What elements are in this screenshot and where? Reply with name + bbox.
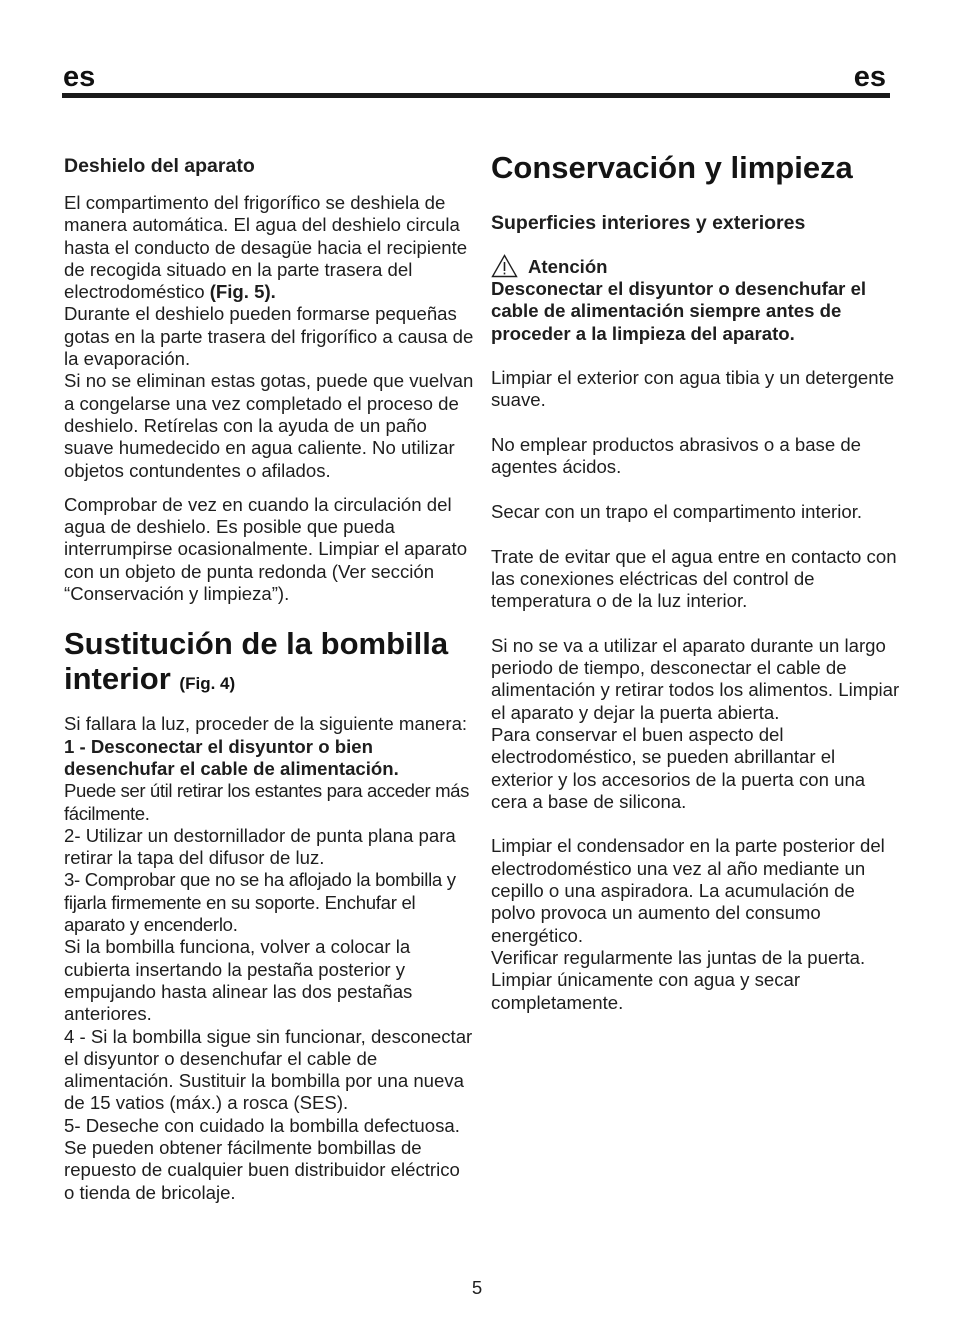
bulb-final-note: Se pueden obtener fácilmente bombillas de repuesto de cualquier buen distribuidor eléctrico o tienda de bricolaje. [64, 1136, 460, 1203]
care-paragraph-5a: Si no se va a utilizar el aparato durante un largo periodo de tiempo, desconectar el cable de alimentación y retirar todos los alimentos. Limpiar el aparato y dejar la puerta abierta. [491, 634, 900, 723]
attention-label-row [491, 254, 901, 278]
defrost-paragraph-1 [64, 192, 474, 303]
bulb-heading [64, 626, 474, 701]
right-column [491, 150, 901, 1014]
care-paragraph-1: Limpiar el exterior con agua tibia y un detergente suave. [491, 367, 895, 411]
care-paragraph-3: Secar con un trapo el compartimento interior. [491, 500, 863, 522]
attention-text: Desconectar el disyuntor o desenchufar el cable de alimentación siempre antes de proceder a la limpieza del aparato. [491, 278, 867, 344]
left-column [64, 150, 474, 1204]
page-number: 5 [471, 1277, 483, 1298]
care-paragraph-2: No emplear productos abrasivos o a base de agentes ácidos. [491, 434, 862, 478]
language-code-left: es [63, 61, 96, 93]
care-paragraph-4: Trate de evitar que el agua entre en contacto con las conexiones eléctricas del control de temperatura o de la luz interior. [491, 545, 897, 612]
bulb-step-1: 1 - Desconectar el disyuntor o bien desenchufar el cable de alimentación. [64, 735, 399, 779]
bulb-step-1-note: Puede ser útil retirar los estantes para acceder más fácilmente. [64, 780, 469, 824]
care-paragraph-6b: Verificar regularmente las juntas de la puerta. [491, 946, 866, 968]
language-code-right: es [853, 61, 886, 93]
care-paragraph-6a: Limpiar el condensador en la parte posterior del electrodoméstico una vez al año mediante un cepillo o una aspiradora. La acumulación de polvo provoca un aumento del consumo energético. [491, 835, 885, 946]
defrost-text: El compartimento del frigorífico se deshiela de manera automática. El agua del deshielo circula hasta el conducto de desagüe hacia el recipiente de recogida situado en la parte trasera del electrodoméstico [64, 192, 468, 303]
bulb-heading-figure-ref: (Fig. 4) [179, 674, 236, 694]
bulb-intro: Si fallara la luz, proceder de la siguiente manera: [64, 713, 468, 735]
care-paragraph-5b: Para conservar el buen aspecto del electrodoméstico, se pueden abrillantar el exterior y los accesorios de la puerta con una cera a base de silicona. [491, 723, 866, 812]
bulb-step-3: 3- Comprobar que no se ha aflojado la bombilla y fijarla firmemente en su soporte. Enchufar el aparato y encenderlo. [64, 869, 456, 936]
bulb-step-4: 4 - Si la bombilla sigue sin funcionar, desconectar el disyuntor o desenchufar el cable de alimentación. Sustituir la bombilla por una nueva de 15 vatios (máx.) a rosca (SES). [64, 1025, 473, 1114]
header-rule [62, 93, 890, 98]
defrost-paragraph-evaporation: Durante el deshielo pueden formarse pequeñas gotas en la parte trasera del frigorífico a causa de la evaporación. [64, 303, 474, 370]
care-heading: Conservación y limpieza [491, 150, 853, 185]
defrost-paragraph-drops: Si no se eliminan estas gotas, puede que vuelvan a congelarse una vez completado el proceso de deshielo. Retírelas con la ayuda de un paño suave humedecido en agua caliente. No utilizar objetos contundentes o afilados. [64, 370, 474, 481]
bulb-step-2: 2- Utilizar un destornillador de punta plana para retirar la tapa del difusor de luz. [64, 824, 456, 869]
care-paragraph-6c: Limpiar únicamente con agua y secar completamente. [491, 969, 801, 1013]
warning-triangle-icon [491, 254, 518, 278]
attention-label: Atención [528, 255, 608, 277]
bulb-step-3-note: Si la bombilla funciona, volver a colocar la cubierta insertando la pestaña posterior y empujando hasta alinear las dos pestañas anteriores. [64, 936, 413, 1025]
defrost-heading: Deshielo del aparato [64, 155, 255, 177]
defrost-paragraph-2: Comprobar de vez en cuando la circulación del agua de deshielo. Es posible que pueda interrumpirse ocasionalmente. Limpiar el aparato con un objeto de punta redonda (Ver sección “Conservación y limpieza”). [64, 493, 468, 605]
surfaces-subheading: Superficies interiores y exteriores [491, 212, 806, 234]
bulb-heading-text: Sustitución de la bombilla interior [64, 626, 449, 697]
defrost-figure-ref: (Fig. 5). [209, 281, 276, 303]
bulb-step-5: 5- Deseche con cuidado la bombilla defectuosa. [64, 1114, 460, 1136]
